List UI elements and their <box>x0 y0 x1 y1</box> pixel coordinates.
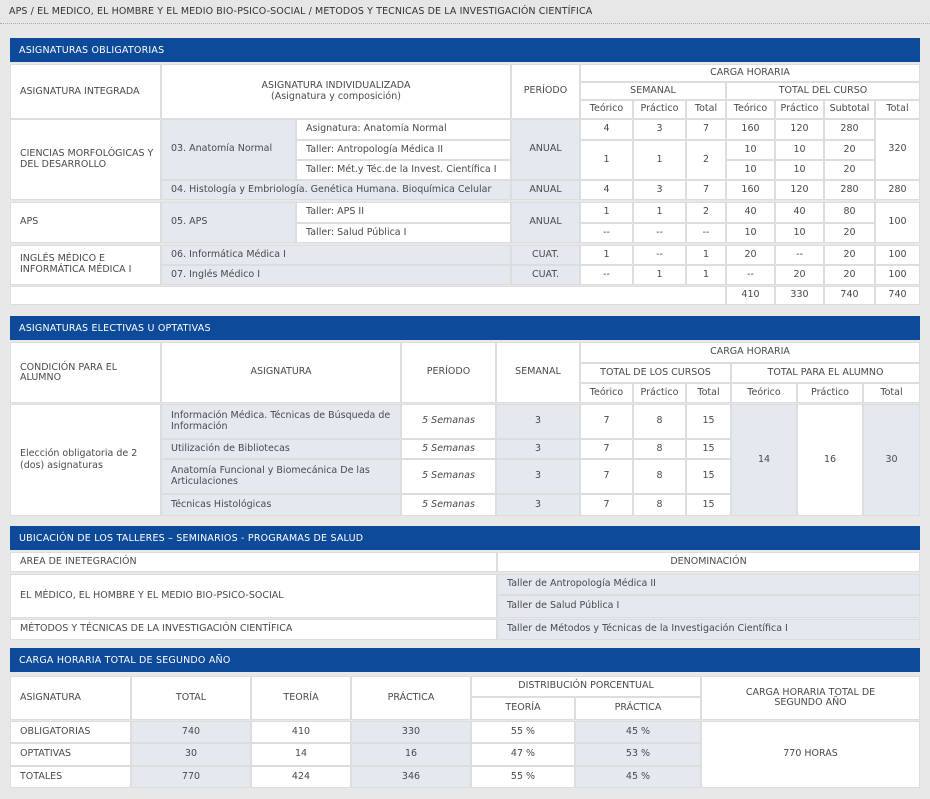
value-cell: 10 <box>726 160 775 180</box>
header-subtotal: Subtotal <box>824 100 875 119</box>
periodo-cell: CUAT. <box>511 265 580 285</box>
value-cell: -- <box>580 265 633 285</box>
header-periodo: PERÍODO <box>401 342 496 403</box>
header-carga-horaria: CARGA HORARIA <box>580 64 920 82</box>
elective-subject: Técnicas Histológicas <box>161 494 401 516</box>
value-cell: 20 <box>824 140 875 160</box>
value-cell: 15 <box>686 459 731 494</box>
elective-subject: Utilización de Bibliotecas <box>161 439 401 459</box>
value-cell: 47 % <box>471 743 575 766</box>
header-total: TOTAL <box>131 676 251 720</box>
horas-total: 770 HORAS <box>701 721 920 788</box>
value-cell: 4 <box>580 119 633 140</box>
value-cell: 45 % <box>575 721 701 743</box>
value-cell: 1 <box>580 245 633 265</box>
value-cell: 410 <box>251 721 351 743</box>
value-cell: 8 <box>633 439 686 459</box>
value-cell: 20 <box>824 245 875 265</box>
value-cell: 7 <box>580 404 633 439</box>
header-practico: Práctico <box>633 100 686 119</box>
value-cell: 55 % <box>471 766 575 788</box>
value-cell: 30 <box>131 743 251 766</box>
value-cell: 7 <box>686 180 726 200</box>
value-cell: 16 <box>351 743 471 766</box>
condicion-cell: Elección obligatoria de 2 (dos) asignaturas <box>10 404 161 516</box>
integrated-subject-morfologicas: CIENCIAS MORFOLÓGICAS Y DEL DESARROLLO <box>10 119 161 200</box>
value-cell: 20 <box>824 265 875 285</box>
value-cell: 20 <box>726 245 775 265</box>
value-cell: 424 <box>251 766 351 788</box>
header-teoria: TEORÍA <box>251 676 351 720</box>
component-taller: Taller: Mét.y Téc.de la Invest. Científica I <box>296 160 511 180</box>
header-semanal: SEMANAL <box>496 342 580 403</box>
header-distribucion: DISTRIBUCIÓN PORCENTUAL <box>471 676 701 697</box>
value-cell: -- <box>633 245 686 265</box>
value-cell: 40 <box>726 202 775 223</box>
value-cell: 120 <box>775 180 824 200</box>
value-cell: 280 <box>875 180 920 200</box>
periodo-cell: ANUAL <box>511 202 580 243</box>
header-carga-horaria: CARGA HORARIA <box>580 342 920 363</box>
value-cell: 160 <box>726 119 775 140</box>
totals-row-spacer <box>10 286 726 305</box>
integrated-subject-aps: APS <box>10 202 161 243</box>
periodo-cell: ANUAL <box>511 119 580 180</box>
total-teorico: 410 <box>726 286 775 305</box>
alumno-teorico: 14 <box>731 404 797 516</box>
value-cell: 3 <box>633 180 686 200</box>
value-cell: 1 <box>686 245 726 265</box>
value-cell: 7 <box>580 439 633 459</box>
value-cell: 2 <box>686 140 726 180</box>
denominacion-cell: Taller de Salud Pública I <box>497 595 920 618</box>
section-header-obligatorias: ASIGNATURAS OBLIGATORIAS <box>10 38 920 62</box>
value-cell: 100 <box>875 245 920 265</box>
periodo-cell: 5 Semanas <box>401 459 496 494</box>
value-cell: -- <box>686 223 726 243</box>
row-label: TOTALES <box>10 766 131 788</box>
value-cell: 770 <box>131 766 251 788</box>
section-header-carga-total: CARGA HORARIA TOTAL DE SEGUNDO AÑO <box>10 648 920 672</box>
value-cell: 53 % <box>575 743 701 766</box>
header-denominacion: DENOMINACIÓN <box>497 552 920 572</box>
header-practica: PRÁCTICA <box>351 676 471 720</box>
value-cell: -- <box>633 223 686 243</box>
value-cell: 20 <box>775 265 824 285</box>
component-asignatura: Asignatura: Anatomía Normal <box>296 119 511 140</box>
value-cell: 10 <box>726 223 775 243</box>
value-cell: 1 <box>686 265 726 285</box>
value-cell: 20 <box>824 160 875 180</box>
value-cell: 4 <box>580 180 633 200</box>
periodo-cell: 5 Semanas <box>401 494 496 516</box>
header-practico: Práctico <box>633 383 686 403</box>
value-cell: 20 <box>824 223 875 243</box>
component-taller: Taller: Antropología Médica II <box>296 140 511 160</box>
header-asignatura: ASIGNATURA <box>10 676 131 720</box>
value-cell: 1 <box>633 140 686 180</box>
value-cell: 10 <box>775 140 824 160</box>
periodo-cell: CUAT. <box>511 245 580 265</box>
value-cell: 320 <box>875 119 920 180</box>
header-total: Total <box>863 383 920 403</box>
value-cell: 100 <box>875 202 920 243</box>
breadcrumb: APS / EL MEDICO, EL HOMBRE Y EL MEDIO BIO-PSICO-SOCIAL / METODOS Y TECNICAS DE LA INVESTIGACIÓN CIENTÍFICA <box>0 0 930 24</box>
value-cell: 3 <box>496 494 580 516</box>
header-practico: Práctico <box>775 100 824 119</box>
value-cell: -- <box>580 223 633 243</box>
header-dist-teoria: TEORÍA <box>471 697 575 720</box>
value-cell: 3 <box>496 459 580 494</box>
value-cell: 330 <box>351 721 471 743</box>
value-cell: 160 <box>726 180 775 200</box>
header-carga-total: CARGA HORARIA TOTAL DE SEGUNDO AÑO <box>701 676 920 720</box>
denominacion-cell: Taller de Métodos y Técnicas de la Investigación Científica I <box>497 619 920 640</box>
value-cell: 740 <box>131 721 251 743</box>
subject-aps: 05. APS <box>161 202 296 243</box>
header-practico: Práctico <box>797 383 863 403</box>
header-semanal: SEMANAL <box>580 82 726 100</box>
value-cell: 10 <box>775 160 824 180</box>
total-practico: 330 <box>775 286 824 305</box>
header-total-alumno: TOTAL PARA EL ALUMNO <box>731 363 920 383</box>
header-asignatura-integrada: ASIGNATURA INTEGRADA <box>10 64 161 119</box>
subject-ingles: 07. Inglés Médico I <box>161 265 511 285</box>
value-cell: 14 <box>251 743 351 766</box>
area-cell: MÉTODOS Y TÉCNICAS DE LA INVESTIGACIÓN CIENTÍFICA <box>10 619 497 640</box>
integrated-subject-ingles: INGLÉS MÉDICO E INFORMÁTICA MÉDICA I <box>10 245 161 285</box>
value-cell: 346 <box>351 766 471 788</box>
total-subtotal: 740 <box>824 286 875 305</box>
value-cell: -- <box>726 265 775 285</box>
section-header-electivas: ASIGNATURAS ELECTIVAS U OPTATIVAS <box>10 316 920 340</box>
header-total: Total <box>686 383 731 403</box>
header-dist-practica: PRÁCTICA <box>575 697 701 720</box>
alumno-practico: 16 <box>797 404 863 516</box>
periodo-cell: ANUAL <box>511 180 580 200</box>
value-cell: 1 <box>633 202 686 223</box>
elective-subject: Información Médica. Técnicas de Búsqueda de Información <box>161 404 401 439</box>
value-cell: 1 <box>580 202 633 223</box>
value-cell: 80 <box>824 202 875 223</box>
header-teorico: Teórico <box>580 100 633 119</box>
component-taller: Taller: Salud Pública I <box>296 223 511 243</box>
value-cell: 10 <box>726 140 775 160</box>
value-cell: 280 <box>824 180 875 200</box>
value-cell: 8 <box>633 459 686 494</box>
value-cell: 1 <box>580 140 633 180</box>
value-cell: 7 <box>686 119 726 140</box>
alumno-total: 30 <box>863 404 920 516</box>
subject-histologia: 04. Histología y Embriología. Genética Humana. Bioquímica Celular <box>161 180 511 200</box>
header-teorico: Teórico <box>726 100 775 119</box>
value-cell: 8 <box>633 404 686 439</box>
value-cell: 15 <box>686 439 731 459</box>
subject-anatomia-normal: 03. Anatomía Normal <box>161 119 296 180</box>
value-cell: 7 <box>580 494 633 516</box>
header-condicion: CONDICIÓN PARA EL ALUMNO <box>10 342 161 403</box>
header-periodo: PERÍODO <box>511 64 580 119</box>
header-asignatura: ASIGNATURA <box>161 342 401 403</box>
value-cell: 10 <box>775 223 824 243</box>
header-teorico: Teórico <box>580 383 633 403</box>
value-cell: -- <box>775 245 824 265</box>
row-label: OPTATIVAS <box>10 743 131 766</box>
header-total-cursos: TOTAL DE LOS CURSOS <box>580 363 731 383</box>
value-cell: 15 <box>686 494 731 516</box>
value-cell: 40 <box>775 202 824 223</box>
value-cell: 8 <box>633 494 686 516</box>
value-cell: 3 <box>633 119 686 140</box>
header-asignatura-individualizada: ASIGNATURA INDIVIDUALIZADA (Asignatura y composición) <box>161 64 511 119</box>
row-label: OBLIGATORIAS <box>10 721 131 743</box>
elective-subject: Anatomía Funcional y Biomecánica De las Articulaciones <box>161 459 401 494</box>
value-cell: 45 % <box>575 766 701 788</box>
value-cell: 3 <box>496 404 580 439</box>
value-cell: 280 <box>824 119 875 140</box>
value-cell: 120 <box>775 119 824 140</box>
periodo-cell: 5 Semanas <box>401 439 496 459</box>
component-taller: Taller: APS II <box>296 202 511 223</box>
header-area: AREA DE INETEGRACIÓN <box>10 552 497 572</box>
denominacion-cell: Taller de Antropología Médica II <box>497 574 920 595</box>
header-total: Total <box>875 100 920 119</box>
value-cell: 1 <box>633 265 686 285</box>
total-total: 740 <box>875 286 920 305</box>
header-total-curso: TOTAL DEL CURSO <box>726 82 920 100</box>
value-cell: 3 <box>496 439 580 459</box>
header-total: Total <box>686 100 726 119</box>
section-header-ubicacion: UBICACIÓN DE LOS TALLERES – SEMINARIOS - PROGRAMAS DE SALUD <box>10 526 920 550</box>
value-cell: 7 <box>580 459 633 494</box>
value-cell: 100 <box>875 265 920 285</box>
subject-informatica: 06. Informática Médica I <box>161 245 511 265</box>
value-cell: 55 % <box>471 721 575 743</box>
area-cell: EL MÉDICO, EL HOMBRE Y EL MEDIO BIO-PSICO-SOCIAL <box>10 574 497 618</box>
header-teorico: Teórico <box>731 383 797 403</box>
value-cell: 2 <box>686 202 726 223</box>
value-cell: 15 <box>686 404 731 439</box>
periodo-cell: 5 Semanas <box>401 404 496 439</box>
